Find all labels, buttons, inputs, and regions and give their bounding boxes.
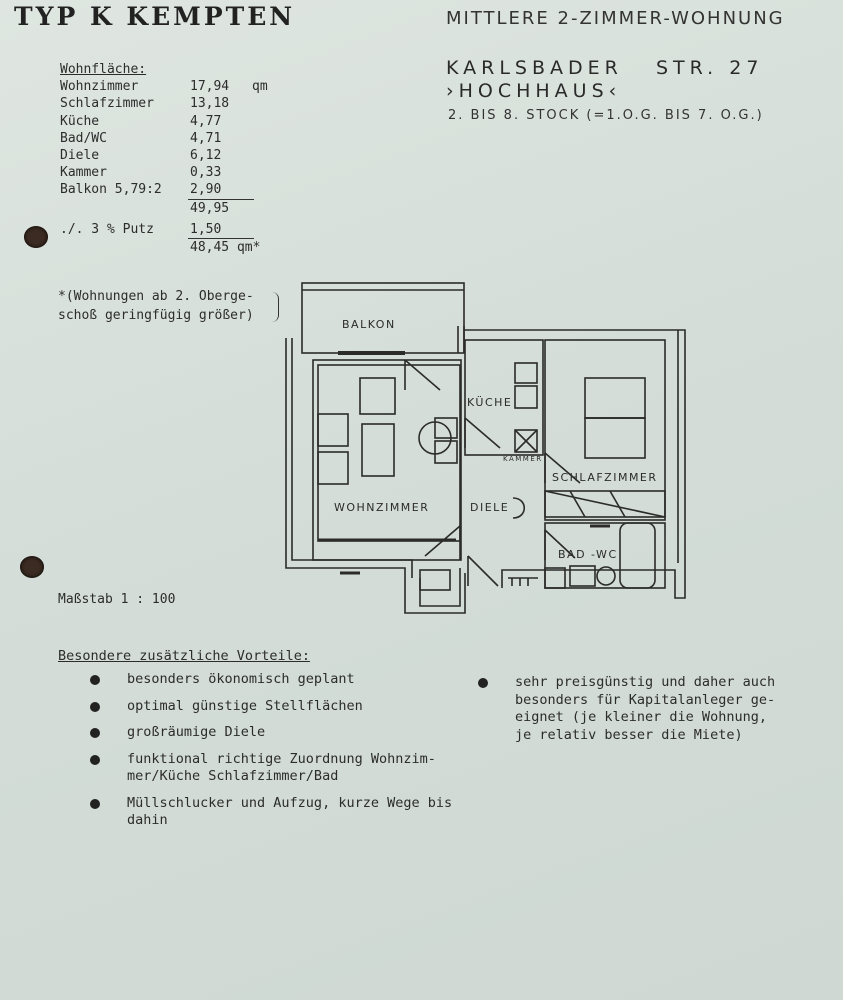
scale-label: Maßstab 1 : 100 [58,592,176,607]
area-label: Bad/WC [60,130,107,146]
area-subtotal-row [60,200,268,217]
list-item-text: sehr preisgünstig und daher auch besonders für Kapitalanleger ge- eignet (je kleiner die Wohnung, je relativ besser die Miete) [515,674,776,743]
area-deduction-row [60,221,268,238]
bullet-icon [478,678,488,688]
list-item-text: optimal günstige Stellflächen [127,697,363,714]
deduction-value: 1,50 [190,221,222,237]
area-value: 2,90 [190,182,222,198]
list-item [90,671,487,689]
area-value: 4,77 [190,113,222,129]
area-row [60,78,268,95]
area-total-row [60,239,268,256]
advantages-title: Besondere zusätzliche Vorteile: [58,648,310,664]
area-value: 0,33 [190,165,222,181]
label-schlafzimmer: SCHLAFZIMMER [552,471,658,484]
punch-hole [24,226,48,248]
area-value: 13,18 [190,96,230,112]
area-row [60,147,268,164]
label-kueche: KÜCHE [467,396,513,409]
bullet-icon [90,728,100,738]
area-row [60,181,268,198]
footnote-line: schoß geringfügig größer) [58,308,254,323]
advantages-list-right [478,674,835,753]
label-diele: DIELE [470,501,510,514]
apartment-type-heading: MITTLERE 2-ZIMMER-WOHNUNG [446,8,785,29]
area-label: Kammer [60,165,107,181]
list-item [90,698,487,716]
footnote [58,287,254,325]
list-item [90,724,487,742]
list-item [90,795,487,830]
bullet-icon [90,702,100,712]
area-label: Diele [60,148,100,164]
address-block [446,57,763,103]
label-wohnzimmer: WOHNZIMMER [334,501,430,514]
punch-hole [20,556,44,578]
schlafzimmer-room [545,340,665,520]
label-bad: BAD -WC [558,548,618,561]
area-value: 17,94 [190,79,230,95]
area-unit: qm [252,79,268,95]
living-area-title: Wohnfläche: [60,62,147,77]
area-label: Balkon 5,79:2 [60,182,162,198]
area-label: Wohnzimmer [60,79,139,95]
list-item-text: großräumige Diele [127,724,266,740]
area-row [60,130,268,147]
bullet-icon [90,755,100,765]
document-title: TYP K KEMPTEN [14,2,296,31]
area-value: 6,12 [190,148,222,164]
address-street: KARLSBADER STR. 27 [446,57,764,79]
area-label: Schlafzimmer [60,96,154,112]
list-item [90,751,487,786]
deduction-label: ./. 3 % Putz [60,221,154,237]
list-item-text: Müllschlucker und Aufzug, kurze Wege bis dahin [127,794,453,828]
diele-hall [513,498,524,518]
floors-note: 2. BIS 8. STOCK (=1.O.G. BIS 7. O.G.) [448,108,764,123]
area-row [60,113,268,130]
label-balkon: BALKON [342,318,396,331]
area-subtotal: 49,95 [190,200,230,216]
bullet-icon [90,799,100,809]
advantages-list-left [90,671,487,839]
bullet-icon [90,675,100,685]
footnote-bracket [272,292,279,322]
list-item-text: besonders ökonomisch geplant [127,671,355,687]
list-item-text: funktional richtige Zuordnung Wohnzim- mer/Küche Schlafzimmer/Bad [127,750,436,784]
label-kammer: KAMMER [503,455,543,463]
area-label: Küche [60,113,100,129]
area-row [60,164,268,181]
footnote-line: *(Wohnungen ab 2. Oberge- [58,289,254,304]
area-value: 4,71 [190,130,222,146]
area-total: 48,45 qm* [190,240,261,256]
area-row [60,95,268,112]
list-item [478,674,835,744]
floor-plan [280,278,700,623]
living-area-table [60,61,268,256]
address-building: ›HOCHHAUS‹ [446,80,622,102]
